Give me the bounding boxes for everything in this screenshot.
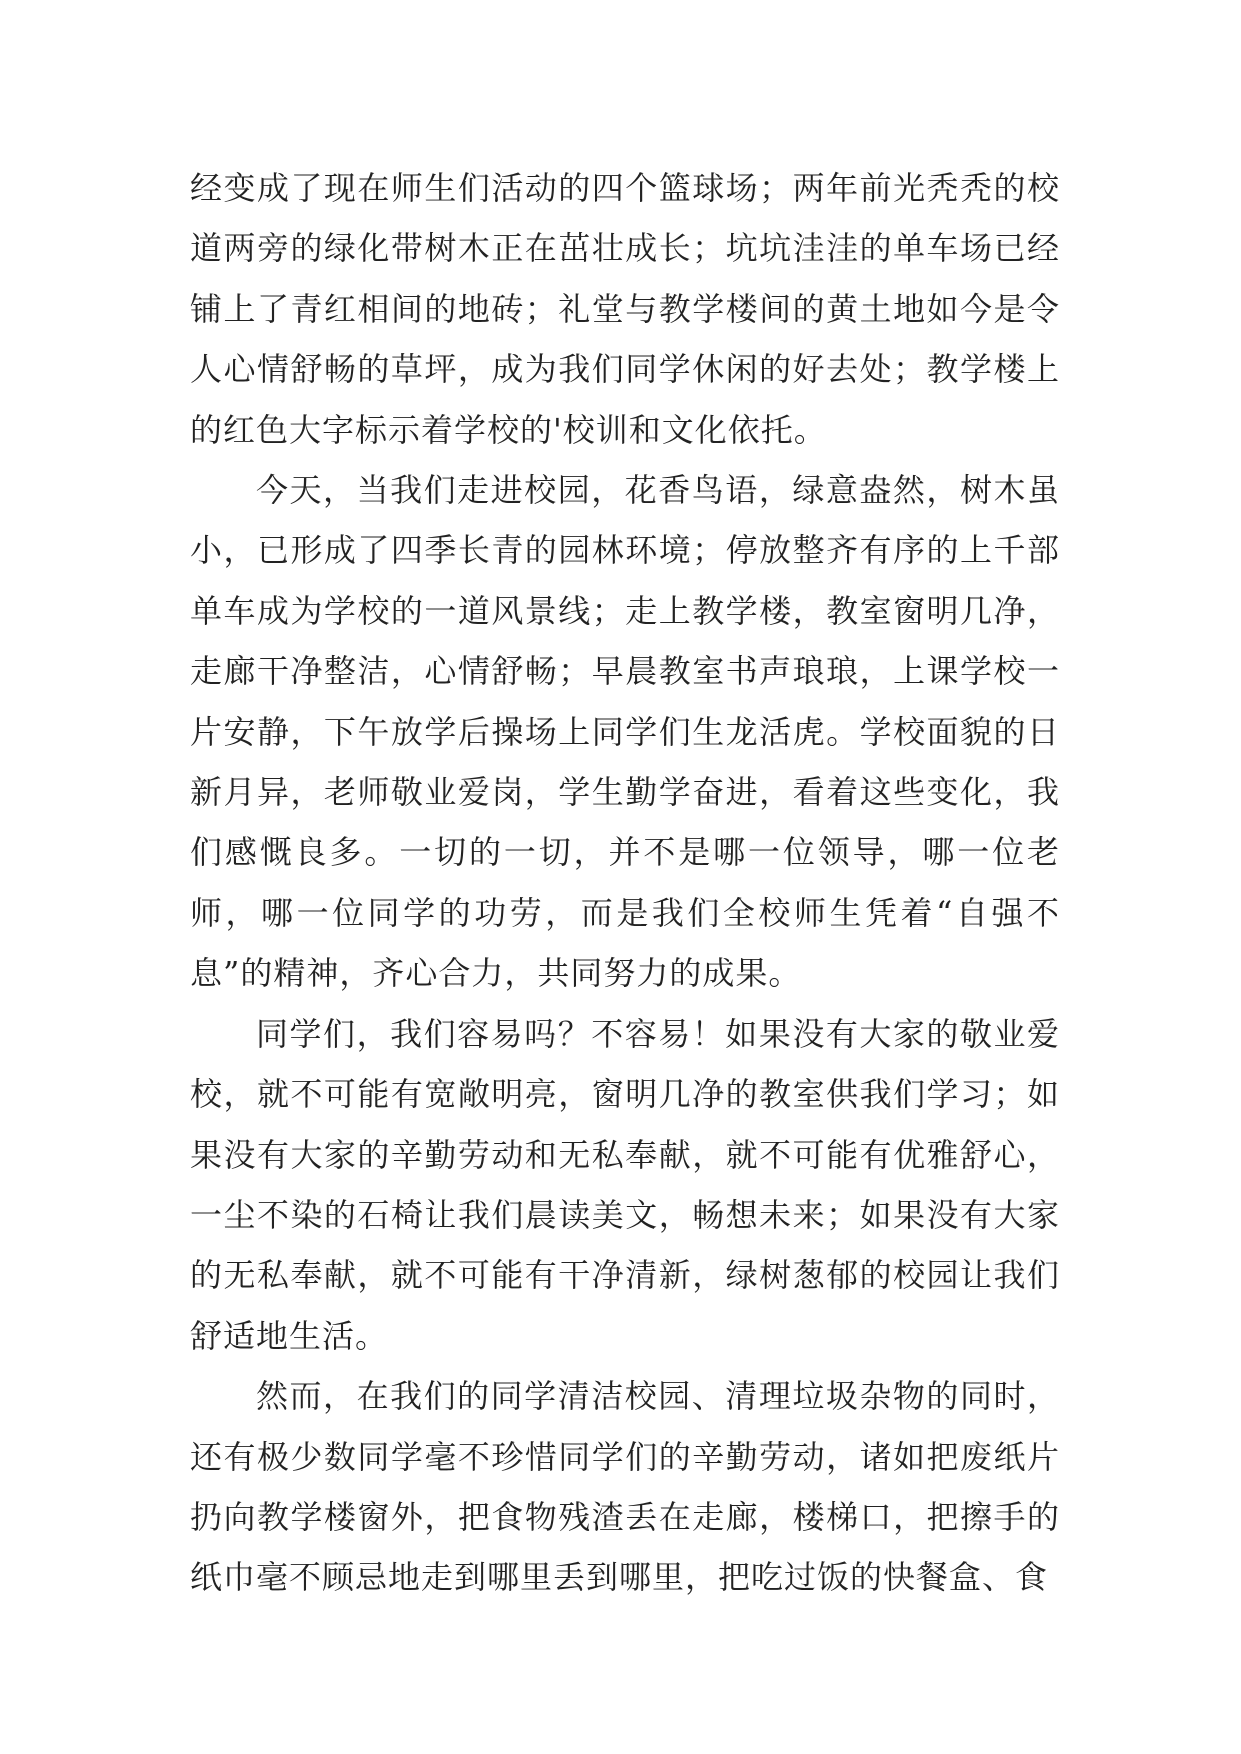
paragraph-continued: 经变成了现在师生们活动的四个篮球场；两年前光秃秃的校道两旁的绿化带树木正在茁壮成长；坑坑洼洼的单车场已经铺上了青红相间的地砖；礼堂与教学楼间的黄土地如今是令人心情舒畅的草坪，成为我们同学休闲的好去处；教学楼上的红色大字标示着学校的'校训和文化依托。 — [190, 169, 1060, 449]
paragraph: 然而，在我们的同学清洁校园、清理垃圾杂物的同时，还有极少数同学毫不珍惜同学们的辛勤劳动，诸如把废纸片扔向教学楼窗外，把食物残渣丢在走廊，楼梯口，把擦手的纸巾毫不顾忌地走到哪里丢到哪里，把吃过饭的快餐盒、食 — [190, 1377, 1060, 1597]
paragraph: 今天，当我们走进校园，花香鸟语，绿意盎然，树木虽小，已形成了四季长青的园林环境；停放整齐有序的上千部单车成为学校的一道风景线；走上教学楼，教室窗明几净，走廊干净整洁，心情舒畅；早晨教室书声琅琅，上课学校一片安静，下午放学后操场上同学们生龙活虎。学校面貌的日新月异，老师敬业爱岗，学生勤学奋进，看着这些变化，我们感慨良多。一切的一切，并不是哪一位领导，哪一位老师，哪一位同学的功劳，而是我们全校师生凭着“自强不息”的精神，齐心合力，共同努力的成果。 — [190, 471, 1060, 993]
paragraph: 同学们，我们容易吗？不容易！如果没有大家的敬业爱校，就不可能有宽敞明亮，窗明几净的教室供我们学习；如果没有大家的辛勤劳动和无私奉献，就不可能有优雅舒心，一尘不染的石椅让我们晨读美文，畅想未来；如果没有大家的无私奉献，就不可能有干净清新，绿树葱郁的校园让我们舒适地生活。 — [190, 1014, 1060, 1355]
body-text — [190, 158, 1060, 1608]
